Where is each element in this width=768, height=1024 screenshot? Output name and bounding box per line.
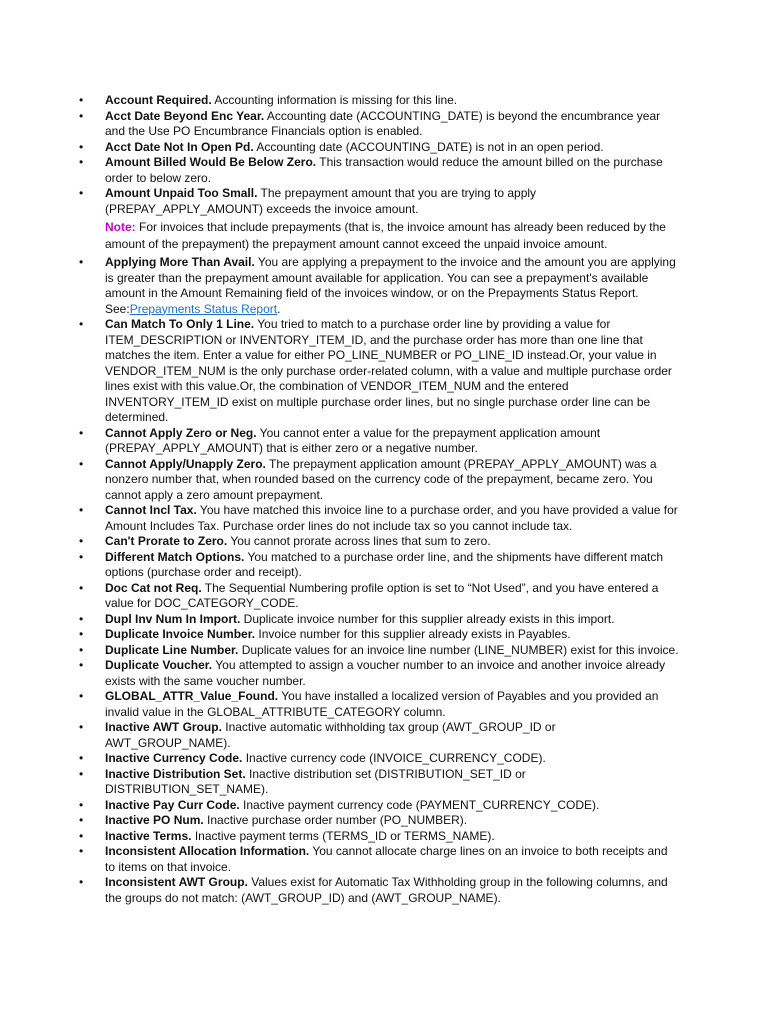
error-description: Duplicate invoice number for this supplier already exists in this import. [240, 611, 615, 626]
error-term: Inactive PO Num. [105, 813, 204, 827]
error-description: You have matched this invoice line to a purchase order, and you have provided a value for Amount Includes Tax. Purchase order lines do not include tax so you cannot include tax. [105, 503, 678, 533]
list-item [79, 317, 680, 426]
error-term: Cannot Apply Zero or Neg. [105, 425, 257, 440]
bullet-glyph: • [79, 549, 84, 564]
error-term: Duplicate Invoice Number. [105, 627, 256, 641]
note-label: Note: [105, 220, 136, 234]
list-item [79, 658, 680, 689]
error-description: You matched to a purchase order line, and the shipments have different match options (purchase order and receipt). [105, 549, 664, 579]
list-item [79, 534, 680, 550]
list-item [79, 813, 680, 829]
error-term: Amount Unpaid Too Small. [105, 186, 258, 200]
bullet-glyph: • [79, 108, 84, 123]
list-item [79, 766, 680, 798]
error-term: Inactive Distribution Set. [105, 766, 246, 781]
bullet-glyph: • [79, 139, 84, 154]
list-item [79, 797, 680, 814]
bullet-glyph: • [79, 642, 84, 657]
error-term: Acct Date Beyond Enc Year. [105, 108, 265, 123]
error-description: Inactive distribution set (DISTRIBUTION_SET_ID or DISTRIBUTION_SET_NAME). [105, 766, 526, 796]
bullet-glyph: • [79, 425, 84, 440]
list-item [79, 549, 680, 581]
list-item [79, 425, 680, 457]
list-item [79, 642, 680, 659]
error-description: Accounting date (ACCOUNTING_DATE) is not in an open period. [253, 139, 604, 154]
bullet-glyph: • [79, 766, 84, 781]
error-term: Inactive Pay Curr Code. [105, 797, 240, 812]
list-item [79, 689, 680, 720]
error-description: Inactive currency code (INVOICE_CURRENCY_CODE). [242, 751, 546, 765]
list-item [79, 255, 680, 317]
bullet-glyph: • [79, 580, 84, 595]
error-term: Amount Billed Would Be Below Zero. [105, 155, 317, 169]
error-description: You cannot enter a value for the prepayment application amount (PREPAY_APPLY_AMOUNT) that is either zero or a negative number. [105, 425, 601, 455]
bullet-glyph: • [79, 844, 84, 858]
note-paragraph [105, 219, 680, 253]
list-item [79, 611, 680, 628]
error-description: Accounting date (ACCOUNTING_DATE) is beyond the encumbrance year and the Use PO Encumbrance Financials option is enabled. [105, 108, 661, 138]
error-term: Doc Cat not Req. [105, 580, 202, 595]
error-term: Duplicate Voucher. [105, 658, 213, 672]
sentence-end: . [277, 301, 281, 316]
error-description: Inactive payment terms (TERMS_ID or TERMS_NAME). [191, 828, 495, 843]
error-term: Can't Prorate to Zero. [105, 534, 228, 548]
error-description: Inactive payment currency code (PAYMENT_CURRENCY_CODE). [239, 797, 600, 812]
bullet-glyph: • [79, 813, 84, 827]
list-item [79, 503, 680, 534]
bullet-glyph: • [79, 456, 84, 471]
bullet-glyph: • [79, 534, 84, 548]
error-term: Applying More Than Avail. [105, 255, 255, 269]
bullet-glyph: • [79, 627, 84, 641]
error-term: Acct Date Not In Open Pd. [105, 139, 254, 154]
bullet-glyph: • [79, 93, 84, 107]
error-description: Duplicate values for an invoice line number (LINE_NUMBER) exist for this invoice. [238, 642, 679, 657]
list-item [79, 108, 680, 140]
bullet-glyph: • [79, 689, 84, 703]
bullet-glyph: • [79, 797, 84, 812]
error-description: You cannot prorate across lines that sum to zero. [227, 534, 491, 548]
bullet-glyph: • [79, 611, 84, 626]
list-item [79, 155, 680, 186]
bullet-glyph: • [79, 255, 84, 269]
error-description: You attempted to assign a voucher number to an invoice and another invoice already exists with the same voucher number. [105, 658, 666, 688]
error-term: Duplicate Line Number. [105, 642, 239, 657]
list-item [79, 93, 680, 109]
bullet-glyph: • [79, 720, 84, 734]
error-description: Inactive automatic withholding tax group (AWT_GROUP_ID or AWT_GROUP_NAME). [105, 720, 556, 750]
bullet-glyph: • [79, 875, 84, 889]
list-item [79, 186, 680, 217]
note-text: For invoices that include prepayments (that is, the invoice amount has already been reduced by the amount of the prepayment) the prepayment amount cannot exceed the unpaid invoice amount. [105, 220, 666, 251]
list-item [79, 580, 680, 612]
bullet-glyph: • [79, 751, 84, 765]
error-term: Inconsistent AWT Group. [105, 875, 248, 889]
error-description: The Sequential Numbering profile option is set to “Not Used”, and you have entered a value for DOC_CATEGORY_CODE. [105, 580, 659, 610]
error-description: The prepayment amount that you are trying to apply (PREPAY_APPLY_AMOUNT) exceeds the invoice amount. [105, 186, 537, 216]
error-description: The prepayment application amount (PREPAY_APPLY_AMOUNT) was a nonzero number that, when rounded based on the currency code of the prepayment, became zero. You cannot apply a zero amount prepayment. [105, 456, 657, 502]
error-description: Inactive purchase order number (PO_NUMBER). [203, 813, 468, 827]
list-item [79, 627, 680, 643]
error-term: Dupl Inv Num In Import. [105, 611, 241, 626]
error-term: Different Match Options. [105, 549, 245, 564]
error-description: You tried to match to a purchase order line by providing a value for ITEM_DESCRIPTION or INVENTORY_ITEM_ID, and the purchase order has more than one line that matches the item. Enter a value for either PO_LINE_NUMBER or PO_LINE_ID instead.Or, your value in VENDOR_ITEM_NUM is the only purchase order-related column, with a value and multiple purchase order lines exist with this value.Or, the combination of VENDOR_ITEM_NUM and the entered INVENTORY_ITEM_ID exist on multiple purchase order lines, but no single purchase order line can be determined. [105, 317, 672, 424]
error-term: Inconsistent Allocation Information. [105, 844, 310, 858]
error-term: Inactive AWT Group. [105, 720, 222, 734]
error-term: Inactive Currency Code. [105, 751, 243, 765]
list-item [79, 456, 680, 504]
list-item [79, 720, 680, 751]
error-description: Accounting information is missing for this line. [211, 93, 458, 107]
bullet-glyph: • [79, 317, 84, 331]
error-description: You cannot allocate charge lines on an invoice to both receipts and to items on that invoice. [105, 844, 668, 874]
error-term: Inactive Terms. [105, 828, 192, 843]
bullet-glyph: • [79, 503, 84, 517]
error-term: Account Required. [105, 93, 212, 107]
list-item [79, 139, 680, 156]
error-term: GLOBAL_ATTR_Value_Found. [105, 689, 279, 703]
error-term: Can Match To Only 1 Line. [105, 317, 255, 331]
document-body [0, 93, 768, 906]
bullet-glyph: • [79, 828, 84, 843]
bullet-glyph: • [79, 155, 84, 169]
error-term: Cannot Apply/Unapply Zero. [105, 456, 266, 471]
error-term: Cannot Incl Tax. [105, 503, 197, 517]
list-item [79, 875, 680, 906]
error-description: You are applying a prepayment to the invoice and the amount you are applying is greater than the prepayment amount available for application. You can see a prepayment's available amount in the Amount Remaining field of the invoices window, or on the Prepayments Status Report. See: [105, 255, 676, 316]
error-description: This transaction would reduce the amount billed on the purchase order to below zero. [105, 155, 663, 185]
error-description: Values exist for Automatic Tax Withholding group in the following columns, and the groups do not match: (AWT_GROUP_ID) and (AWT_GROUP_NAME). [105, 875, 668, 905]
bullet-glyph: • [79, 186, 84, 200]
error-description: Invoice number for this supplier already exists in Payables. [255, 627, 571, 641]
error-description: You have installed a localized version of Payables and you provided an invalid value in the GLOBAL_ATTRIBUTE_CATEGORY column. [105, 689, 659, 719]
list-item [79, 751, 680, 767]
list-item [79, 844, 680, 875]
list-item [79, 828, 680, 845]
prepayments-status-report-link[interactable]: Prepayments Status Report [129, 301, 278, 316]
bullet-glyph: • [79, 658, 84, 672]
